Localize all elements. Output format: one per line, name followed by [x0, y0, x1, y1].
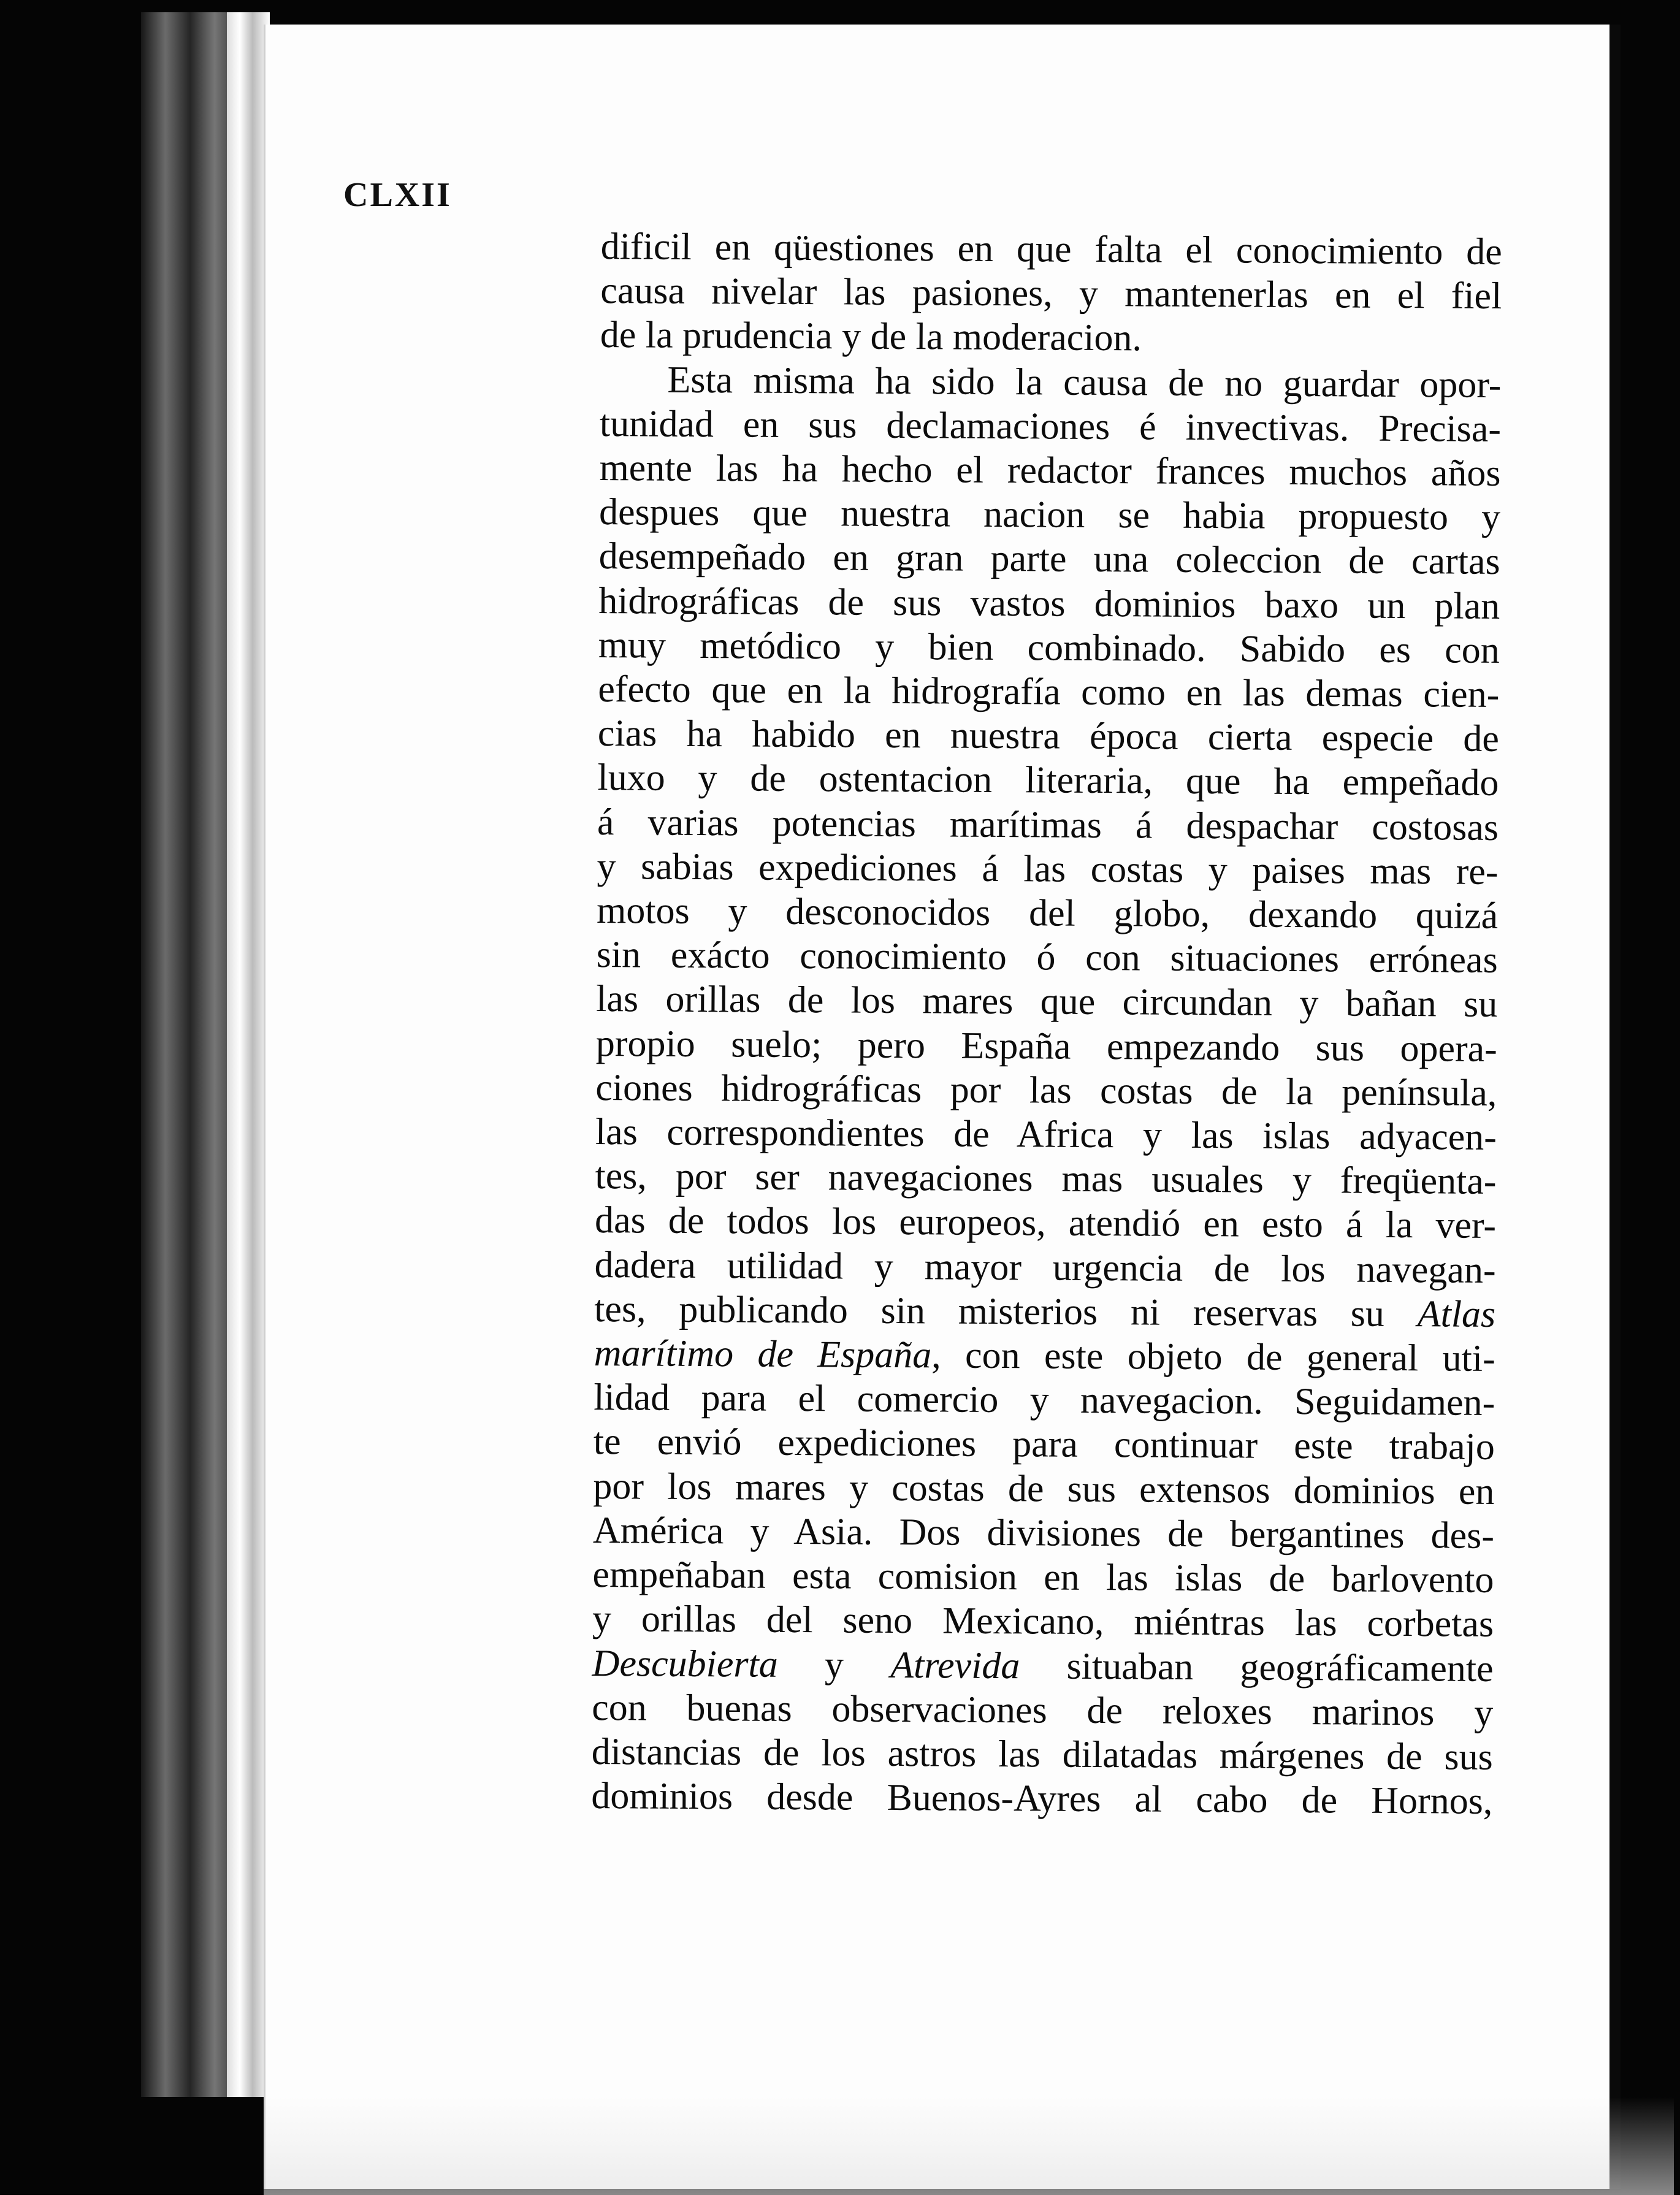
- text-segment: y: [777, 1643, 891, 1686]
- text-line: dificil en qüestiones en que falta el conocimiento de: [600, 225, 1502, 273]
- text-line: con buenas observaciones de reloxes marinos y: [592, 1686, 1494, 1734]
- text-line: causa nivelar las pasiones, y mantenerlas en el fiel: [600, 270, 1502, 318]
- text-line: dadera utilidad y mayor urgencia de los navegan-: [594, 1243, 1496, 1291]
- text-line: América y Asia. Dos divisiones de bergantines des-: [592, 1509, 1495, 1557]
- text-line: desempeñado en gran parte una coleccion de cartas: [598, 535, 1500, 583]
- italic-title-atlas: Atlas: [1417, 1293, 1496, 1335]
- text-line: hidrográficas de sus vastos dominios baxo un plan: [598, 579, 1500, 627]
- text-line: despues que nuestra nacion se habia propuesto y: [598, 491, 1501, 539]
- page-shadow: [264, 2097, 1674, 2195]
- text-line: las correspondientes de Africa y las islas adyacen-: [595, 1111, 1497, 1159]
- text-line: motos y desconocidos del globo, dexando quizá: [596, 890, 1499, 937]
- text-segment: tes, publicando sin misterios ni reservas su: [594, 1288, 1385, 1335]
- book-binding: [141, 12, 239, 2097]
- italic-title-maritimo: marítimo de España: [594, 1332, 932, 1376]
- body-text: [591, 224, 1502, 1823]
- text-line-atlas-title: [594, 1331, 1495, 1381]
- text-line: de la prudencia y de la moderacion.: [600, 314, 1142, 359]
- text-line: sin exácto conocimiento ó con situaciones erróneas: [596, 934, 1498, 982]
- text-line: Esta misma ha sido la causa de no guardar opor-: [667, 359, 1502, 406]
- text-segment: , con este objeto de general uti-: [931, 1334, 1495, 1380]
- text-line: muy metódico y bien combinado. Sabido es con: [598, 624, 1500, 671]
- text-line: das de todos los europeos, atendió en esto á la ver-: [594, 1199, 1497, 1247]
- text-line: lidad para el comercio y navegacion. Seguidamen-: [594, 1376, 1495, 1424]
- italic-ship-descubierta: Descubierta: [592, 1642, 778, 1685]
- text-line: distancias de los astros las dilatadas márgenes de sus: [591, 1730, 1493, 1778]
- text-line: y sabias expediciones á las costas y paises mas re-: [597, 845, 1499, 893]
- text-line: te envió expediciones para continuar este trabajo: [593, 1421, 1495, 1468]
- italic-ship-atrevida: Atrevida: [890, 1644, 1020, 1687]
- text-line: por los mares y costas de sus extensos dominios en: [593, 1465, 1495, 1513]
- text-line: á varias potencias marítimas á despachar costosas: [597, 801, 1499, 849]
- text-line: cias ha habido en nuestra época cierta especie de: [597, 712, 1500, 760]
- text-line: y orillas del seno Mexicano, miéntras las corbetas: [592, 1598, 1494, 1646]
- text-line-corbetas: [592, 1641, 1493, 1690]
- scan-right-border: [1609, 25, 1621, 2189]
- text-line: tunidad en sus declamaciones é invectivas. Precisa-: [599, 402, 1502, 450]
- text-line: empeñaban esta comision en las islas de barlovento: [592, 1554, 1494, 1601]
- text-line: luxo y de ostentacion literaria, que ha empeñado: [597, 757, 1499, 804]
- text-line: ciones hidrográficas por las costas de la península,: [595, 1066, 1497, 1114]
- text-line: efecto que en la hidrografía como en las demas cien-: [598, 668, 1500, 716]
- text-segment: situaban geográficamente: [1020, 1644, 1494, 1690]
- text-line: mente las ha hecho el redactor frances muchos años: [599, 447, 1501, 494]
- text-line: tes, por ser navegaciones mas usuales y freqüenta-: [595, 1155, 1497, 1203]
- text-line-atlas: [594, 1287, 1495, 1337]
- text-line: dominios desde Buenos-Ayres al cabo de Hornos,: [591, 1775, 1493, 1823]
- page-number: CLXII: [343, 176, 452, 214]
- text-line: las orillas de los mares que circundan y bañan su: [596, 978, 1498, 1026]
- text-line: propio suelo; pero España empezando sus opera-: [595, 1022, 1498, 1070]
